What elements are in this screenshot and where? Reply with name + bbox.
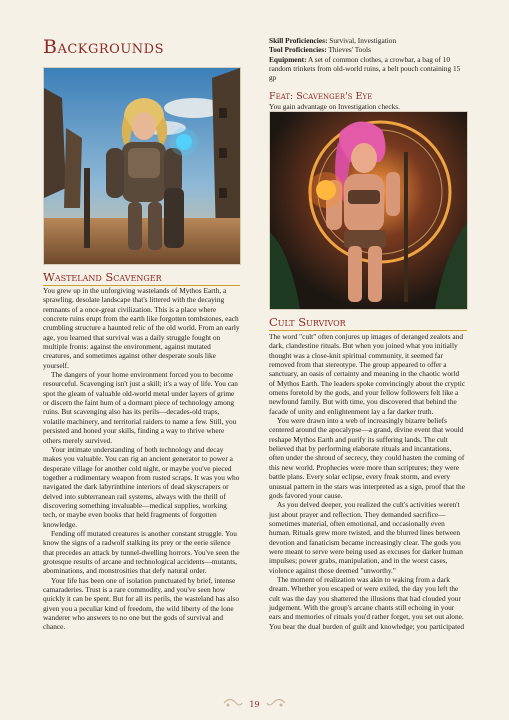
body-paragraph: As you delved deeper, you realized the cult's activities weren't just about prayer and reflection. They demanded sacrifice—sometimes material, often emotional, and occasionally even human. Rituals grew more twisted, and the blurred lines between devotion and fanaticism became increasingly clear. The gods you were meant to serve were being used as excuses for darker human impulses; power grabs, manipulation, and in the worst cases, violence against those deemed "unworthy." — [269, 500, 463, 575]
body-paragraph: The moment of realization was akin to waking from a dark dream. Whether you escaped or were exiled, the day you left the cult was the day you shattered the illusions that had clouded your judgement. With the group's arcane chants still echoing in your ears and memories of rituals you'd rather forget, you set out alone. You bear the dual burden of guilt and knowledge; you participated — [269, 574, 465, 631]
body-paragraph: Your intimate understanding of both technology and decay makes you valuable. You can rig an ancient generator to power a desperate village for another cold night, or maybe you've pieced together a rudimentary weapon from rusted scraps. It was you who navigated the dark labyrinthine interiors of dead skyscrapers or delved into subterranean rail systems, always with the thrill of discovering something invaluable—medical supplies, working tech, or maybe even books that held fragments of forgotten knowledge. — [43, 444, 240, 529]
cult-survivor-heading-block — [269, 315, 467, 331]
flourish-right-icon — [265, 696, 287, 710]
wasteland-scavenger-heading: Wasteland Scavenger — [43, 270, 240, 286]
feat-block — [269, 91, 467, 111]
tool-proficiencies-value: Thieves' Tools — [326, 45, 371, 55]
body-paragraph: Your life has been one of isolation punctuated by brief, intense camaraderies. Trust is a rare commodity, and you've seen how quickly it can be spent. But for all its perils, the wasteland has also given you a peculiar kind of freedom, the wild liberty of the lone wanderer who answers to no one but the gods of survival and chance. — [43, 575, 239, 632]
body-paragraph: Fending off mutated creatures is another constant struggle. You know the signs of a radwolf stalking its prey or the eerie silence that precedes an attack by tunnel-dwelling horrors. You've seen the grotesque results of arcane and technological accidents—mutants, abominations, and monstrosities that defy natural order. — [43, 528, 240, 576]
body-paragraph: The dangers of your home environment forced you to become resourceful. Scavenging isn't just a skill; it's a way of life. You can spot the gleam of valuable old-world metal under layers of grime or discern the faint hum of a dormant piece of technology among ruins. But scavenging also has its perils—decades-old traps, volatile machinery, and territorial raiders to name a few. Still, you persisted and honed your skills, finding a way to thrive where others merely survived. — [43, 370, 238, 445]
page-title: Backgrounds — [43, 36, 164, 58]
skill-proficiencies-line — [269, 36, 467, 45]
equipment-value: A set of common clothes, a crowbar, a bag of 10 random trinkets from old-world ruins, a belt pouch containing 15 gp — [269, 54, 461, 83]
tool-proficiencies-label: Tool Proficiencies: — [269, 45, 327, 55]
cult-survivor-heading: Cult Survivor — [269, 315, 467, 331]
body-paragraph: You were drawn into a web of increasingly bizarre beliefs centered around the apocalypse—a grand, divine event that would reshape Mythos Earth and purify its suffering lands. The cult believed that by performing elaborate rituals and incantations, often under the shroud of secrecy, they could hasten the coming of this new world. Prophecies were more than scriptures; they were battle plans. Every solar eclipse, every freak storm, and every unusual pattern in the stars was interpreted as a sign, proof that the gods favored your cause. — [269, 416, 465, 500]
cult-art-svg — [270, 112, 467, 309]
wasteland-scavenger-illustration — [43, 67, 241, 265]
wasteland-scavenger-body — [43, 286, 240, 632]
tool-proficiencies-line — [269, 45, 467, 54]
scavenger-art-svg — [44, 68, 240, 264]
skill-proficiencies-label: Skill Proficiencies: — [269, 36, 328, 45]
body-paragraph: The word "cult" often conjures up images of deranged zealots and dark, clandestine rituals. But when you joined what you initially thought was a close-knit spiritual community, it seemed far removed from that stereotype. The group appeared to offer a sanctuary, an oasis of certainty and meaning in the chaotic world of Mythos Earth. The leaders spoke convincingly about the cryptic omens foretold by the gods, and your fellow followers felt like a newfound family. But with time, you discovered that behind the facade of unity and enlightenment lay a far darker truth. — [269, 332, 466, 416]
page-number: 19 — [249, 700, 260, 709]
equipment-line — [269, 55, 467, 83]
cult-survivor-body — [269, 332, 467, 631]
body-paragraph: You grew up in the unforgiving wastelands of Mythos Earth, a sprawling, desolate landscape that's littered with the decaying remnants of a once-great civilization. This is a place where concrete ruins erupt from the earth like forgotten tombstones, each crumbling structure a haunted relic of the old world. From an early age, you learned that survival was a daily struggle fought on multiple fronts: against the environment, against mutated creatures, and sometimes against other desperate souls like yourself. — [43, 286, 240, 370]
page-footer — [0, 692, 509, 711]
flourish-left-icon — [222, 696, 244, 710]
equipment-label: Equipment: — [269, 54, 307, 64]
feat-heading: Feat: Scavenger's Eye — [269, 91, 373, 102]
skill-proficiencies-value: Survival, Investigation — [327, 36, 397, 45]
feat-text: You gain advantage on Investigation checks. — [269, 102, 401, 111]
proficiencies-block — [269, 36, 467, 83]
wasteland-scavenger-heading-block — [43, 270, 240, 286]
cult-survivor-illustration — [269, 111, 468, 310]
